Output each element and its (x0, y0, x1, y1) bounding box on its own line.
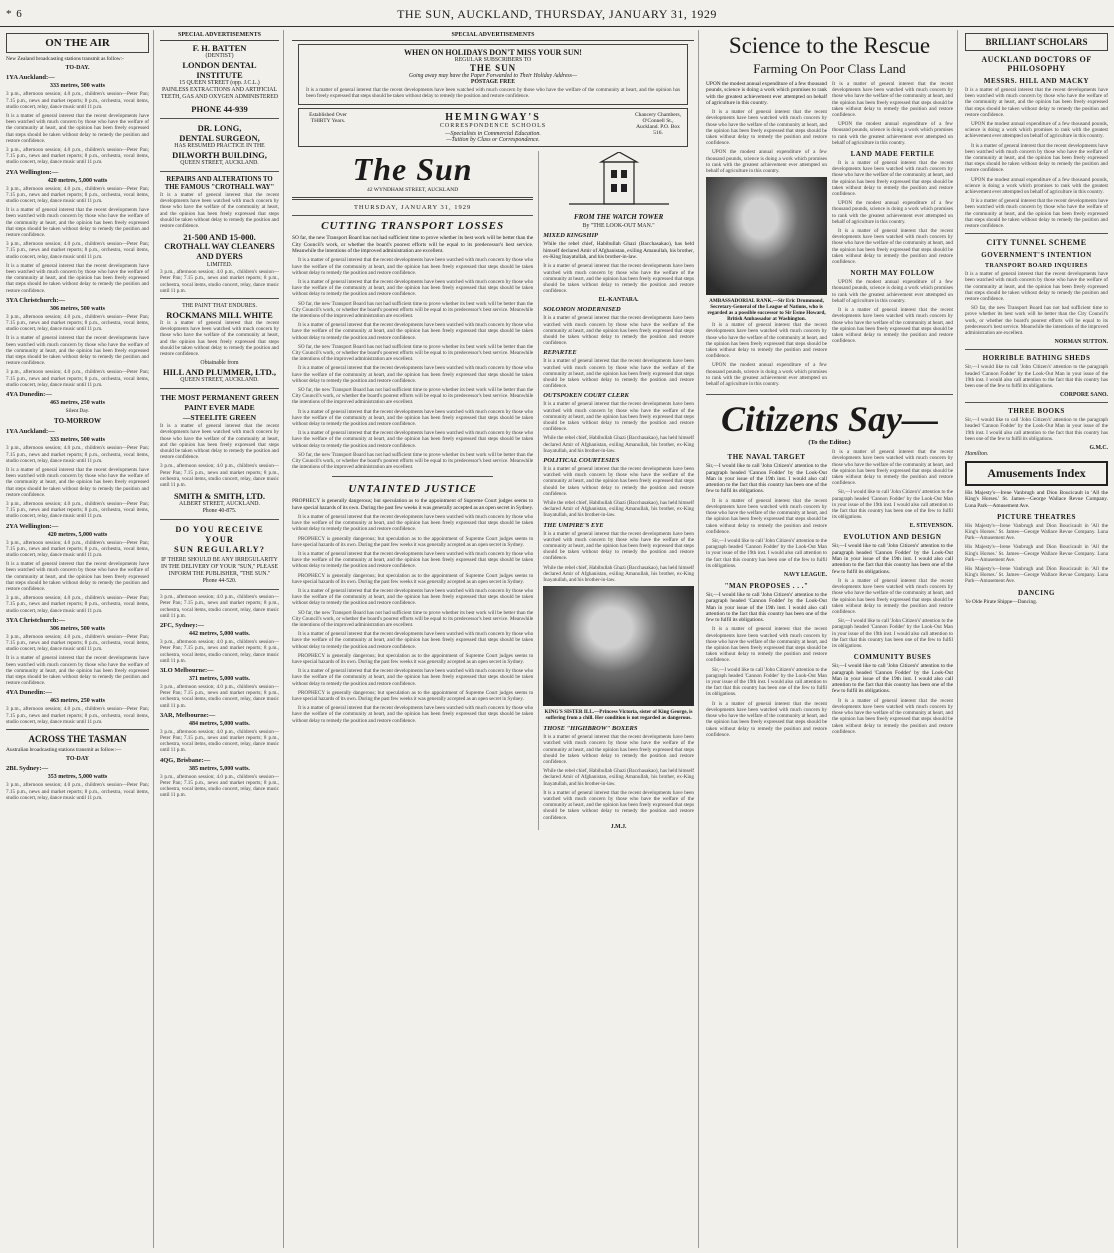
bathing-signature: CORPORE SANO. (1060, 392, 1108, 399)
watch-item-text: It is a matter of general interest that the recent developments have been watched with much concern by those who have the welfare of the community at heart, and the opinion has been freely expressed that steps should be taken without delay to remedy the position and restore confidence. (543, 734, 694, 766)
special-ads-header: SPECIAL ADVERTISEMENTS (292, 32, 694, 41)
books-text: Sir,—I would like to call 'John Citizen's' attention to the paragraph headed 'Cannon Fodder' by the Look-Out Man in your issue of the 19th inst. I would also call attention to the fact that this country has been one of the few to fulfil its obligations. (965, 417, 1108, 442)
ad-name: —STEELITE GREEN (182, 413, 257, 423)
science-paragraph: It is a matter of general interest that the recent developments have been watched with much concern by those who have the welfare of the community at heart, and the opinion has been freely expressed that steps should be taken without delay to remedy the position and restore confidence. (832, 228, 953, 266)
letter-signature: E. STEVENSON. (909, 523, 953, 530)
hemingway-spec2: —Tuition by Class or Correspondence. (446, 137, 540, 144)
letter-text: Sir,—I would like to call 'John Citizen's' attention to the paragraph headed 'Cannon Fodder' by the Look-Out Man in your issue of the 19th inst. I would also call attention to the fact that this country has been one of the few to fulfil its obligations. (832, 489, 953, 521)
science-paragraph: It is a matter of general interest that the recent developments have been watched with much concern by those who have the welfare of the community at heart, and the opinion has been freely expressed that steps should be taken without delay to remedy the position and restore confidence. (832, 81, 953, 119)
station-heading: 3YA Christchurch:— (6, 296, 66, 304)
ad-address: ALBERT STREET, AUCKLAND. (179, 501, 260, 508)
radio-programme: It is a matter of general interest that the recent developments have been watched with much concern by those who have the welfare of the community at heart, and the opinion has been freely expressed that steps should be taken without delay to remedy the position and restore confidence. (6, 561, 149, 592)
station-power: 484 metres, 5,000 watts. (189, 720, 250, 727)
letter-text: Sir,—I would like to call 'John Citizen's' attention to the paragraph headed 'Cannon Fodder' by the Look-Out Man in your issue of the 19th inst. I would also call attention to the fact that this country has been one of the few to fulfil its obligations. (832, 543, 953, 575)
ad-title: THE PAINT THAT ENDURES. (182, 303, 257, 310)
letter-title: EVOLUTION AND DESIGN (843, 533, 942, 542)
editorial-paragraph: It is a matter of general interest that the recent developments have been watched with much concern by those who have the welfare of the community at heart, and the opinion has been freely expressed that steps should be taken without delay to remedy the position and restore confidence. (292, 551, 534, 570)
bathing-text: Sir,—I would like to call 'John Citizen's' attention to the paragraph headed 'Cannon Fodder' by the Look-Out Man in your issue of the 19th inst. I would also call attention to the fact that this country has been one of the few to fulfil its obligations. (965, 364, 1108, 389)
ad-phone: Phone 40-875. (202, 508, 237, 515)
brilliant-scholars-title: BRILLIANT SCHOLARS (965, 33, 1108, 51)
science-paragraph: UPON the modest annual expenditure of a few thousand pounds, science is doing a work which promises to rank with the greatest achievement ever attempted on behalf of agriculture in this country. (706, 362, 827, 388)
radio-programme: 3 p.m., afternoon session; 4.0 p.m., children's session—Peter Pan; 7.15 p.m., news and market reports; 8 p.m., orchestra, vocal items, studio concert, relay, dance music until 11 p.m. (6, 369, 149, 388)
hemingway-spec1: —Specialists in Commercial Education. (445, 131, 541, 138)
science-paragraph: UPON the modest annual expenditure of a few thousand pounds, science is doing a work which promises to rank with the greatest achievement ever attempted on behalf of agriculture in this country. (832, 121, 953, 146)
science-paragraph: It is a matter of general interest that the recent developments have been watched with much concern by those who have the welfare of the community at heart, and the opinion has been freely expressed that steps should be taken without delay to remedy the position and restore confidence. (706, 322, 827, 360)
editorial-paragraph: SO far, the new Transport Board has not had sufficient time to prove whether its best work will be better than the City Council's work, or whether the board's poorest efforts will be equal to its predecessor's best service. Meanwhile the intentions of the improved administration are excellent. (292, 609, 534, 629)
hemingway-address: Chancery Chambers, O'Connell St., Auckland. P.O. Box 516. (634, 112, 682, 137)
watch-item-title: POLITICAL COURTESIES (543, 456, 620, 464)
radio-programme: 3 p.m., afternoon session; 4.0 p.m., children's session—Peter Pan; 7.15 p.m., news and market reports; 8 p.m., orchestra, vocal items, studio concert, relay, dance music until 11 p.m. (6, 500, 149, 520)
special-ads-header: SPECIAL ADVERTISEMENTS (160, 32, 279, 41)
radio-programme: 3 p.m., afternoon session; 4.0 p.m., children's session—Peter Pan; 7.15 p.m., news and market reports; 8 p.m., orchestra, vocal items, studio concert, relay, dance music until 11 p.m. (6, 91, 149, 110)
crothall-way-ad (160, 176, 279, 294)
dr-long-ad (160, 123, 279, 167)
holiday-body: It is a matter of general interest that the recent developments have been watched with much concern by those who have the welfare of the community at heart, and the opinion has been freely expressed that steps should be taken without delay to remedy the position and restore confidence. (306, 87, 680, 100)
editorial-headline: UNTAINTED JUSTICE (348, 483, 477, 496)
ad-body: It is a matter of general interest that the recent developments have been watched with much concern by those who have the welfare of the community at heart, and the opinion has been freely expressed that steps should be taken without delay to remedy the position and restore confidence. (160, 423, 279, 461)
editorial-paragraph: It is a matter of general interest that the recent developments have been watched with much concern by those who have the welfare of the community at heart, and the opinion has been freely expressed that steps should be taken without delay to remedy the position and restore confidence. (292, 322, 534, 341)
editorial-headline: CUTTING TRANSPORT LOSSES (321, 220, 505, 233)
amusements-text: His Majesty's—Irene Vanbrugh and Dion Boucicault in 'All the King's Horses.' St. James—George Wallace Revue Company. Luna Park—Amusement Ave. (965, 544, 1108, 563)
scholars-text: It is a matter of general interest that the recent developments have been watched with much concern by those who have the welfare of the community at heart, and the opinion has been freely expressed that steps should be taken without delay to remedy the position and restore confidence. (965, 142, 1108, 174)
picture-theatres-label: PICTURE THEATRES (997, 512, 1076, 521)
editorial-paragraph: PROPHECY is generally dangerous; but speculation as to the appointment of Supreme Court judges seems to have special hazards of its own. During the past few weeks it was generally accepted as an open secret in Sydney. (292, 689, 534, 703)
watch-item-title: SOLOMON MODERNISED (543, 306, 621, 314)
editorial-paragraph: It is a matter of general interest that the recent developments have been watched with much concern by those who have the welfare of the community at heart, and the opinion has been freely expressed that steps should be taken without delay to remedy the position and restore confidence. (292, 705, 534, 724)
letter-title: COMMUNITY BUSES (853, 653, 932, 662)
watch-tower-banner (543, 151, 694, 213)
station-heading: 2YA Wellington:— (6, 522, 59, 530)
letter-text: Sir,—I would like to call 'John Citizen's' attention to the paragraph headed 'Cannon Fodder' by the Look-Out Man in your issue of the 19th inst. I would also call attention to the fact that this country has been one of the few to fulfil its obligations. (832, 618, 953, 649)
radio-programme: It is a matter of general interest that the recent developments have been watched with much concern by those who have the welfare of the community at heart, and the opinion has been freely expressed that steps should be taken without delay to remedy the position and restore confidence. (6, 335, 149, 367)
on-the-air-intro: New Zealand broadcasting stations transmit as follow:- (6, 56, 124, 62)
station-power: 463 metres, 250 watts (50, 400, 105, 407)
station-heading: 2BL Sydney:— (6, 765, 49, 773)
hemingway-sub: CORRESPONDENCE SCHOOLS (439, 123, 547, 130)
scholars-text: UPON the modest annual expenditure of a few thousand pounds, science is doing a work which promises to rank with the greatest achievement ever attempted on behalf of agriculture in this country. (965, 176, 1108, 196)
hemingway-name: HEMINGWAY'S (445, 112, 541, 124)
hemingway-ad (298, 108, 688, 147)
books-place: Hamilton. (965, 450, 989, 457)
watch-item-title: OUTSPOKEN COURT CLERK (543, 392, 629, 400)
science-paragraph: It is a matter of general interest that the recent developments have been watched with much concern by those who have the welfare of the community at heart, and the opinion has been freely expressed that steps should be taken without delay to remedy the position and restore confidence. (706, 109, 827, 147)
watch-item-text: While the rebel chief, Habibullah Ghazi (Bacchasakao), has held himself declared Amir of Afghanistan, exiling Amanullah, his brother, ex-King Inayatullah, and his brother-in-law. (543, 241, 694, 260)
ad-company: CROTHALL WAY CLEANERS AND DYERS (164, 242, 275, 262)
photo-caption: KING'S SISTER ILL.—Princess Victoria, sister of King George, is suffering from a chill. Her condition is not regarded as dangerous. (544, 709, 693, 722)
letter-text: It is a matter of general interest that the recent developments have been watched with much concern by those who have the welfare of the community at heart, and the opinion has been freely expressed that steps should be taken without delay to remedy the position and restore confidence. (832, 577, 953, 615)
station-heading: 4YA Dunedin:— (6, 689, 52, 697)
citizens-say-headline: Citizens Say— (720, 399, 939, 440)
radio-programme: 3 p.m., afternoon session; 4.0 p.m., children's session—Peter Pan; 7.15 p.m., news and market reports; 8 p.m., orchestra, vocal items, studio concert, relay, dance music until 11 p.m. (160, 683, 279, 709)
scholars-text: It is a matter of general interest that the recent developments have been watched with much concern by those who have the welfare of the community at heart, and the opinion has been freely expressed that steps should be taken without delay to remedy the position and restore confidence. (965, 198, 1108, 230)
radio-programme: 3 p.m., afternoon session; 4.0 p.m., children's session—Peter Pan; 7.15 p.m., news and market reports; 8 p.m., orchestra, vocal items, studio concert, relay, dance music until 11 p.m. (6, 146, 149, 166)
amusements-index-title: Amusements Index (965, 461, 1108, 486)
page-number: * 6 (6, 8, 23, 20)
ad-name: F. H. BATTEN (192, 43, 247, 53)
radio-programme: 3 p.m., afternoon session; 4.0 p.m., children's session—Peter Pan; 7.15 p.m., news and market reports; 8 p.m., orchestra, vocal items, studio concert, relay, dance music until 11 p.m. (6, 445, 149, 464)
watch-item-text: It is a matter of general interest that the recent developments have been watched with much concern by those who have the welfare of the community at heart, and the opinion has been freely expressed that steps should be taken without delay to remedy the position and restore confidence. (543, 465, 694, 497)
three-books-title: THREE BOOKS (1008, 407, 1065, 416)
letter-text: Sir,—I would like to call 'John Citizen's' attention to the paragraph headed 'Cannon Fodder' by the Look-Out Man in your issue of the 19th inst. I would also call attention to the fact that this country has been one of the few to fulfil its obligations. (706, 537, 827, 569)
ad-name: DR. LONG, (197, 123, 242, 133)
ad-body: 3 p.m., afternoon session; 4.0 p.m., children's session—Peter Pan; 7.15 p.m., news and market reports; 8 p.m., orchestra, vocal items, studio concert, relay, dance music until 11 p.m. (160, 269, 279, 294)
letter-text: It is a matter of general interest that the recent developments have been watched with much concern by those who have the welfare of the community at heart, and the opinion has been freely expressed that steps should be taken without delay to remedy the position and restore confidence. (832, 697, 953, 735)
watch-item-title: THOSE "HIGHBROW" BOXERS (543, 725, 638, 733)
ad-seller: HILL AND PLUMMER, LTD., (162, 367, 277, 378)
scholars-text: It is a matter of general interest that the recent developments have been watched with much concern by those who have the welfare of the community at heart, and the opinion has been freely expressed that steps should be taken without delay to remedy the position and restore confidence. (965, 87, 1108, 118)
station-power: 420 metres, 5,000 watts (47, 531, 108, 538)
ad-body: PAINLESS EXTRACTIONS AND ARTIFICIAL TEETH, GAS AND OXYGEN ADMINISTERED (160, 87, 279, 100)
holiday-postage: POSTAGE FREE (470, 79, 516, 85)
editorial-paragraph: It is a matter of general interest that the recent developments have been watched with much concern by those who have the welfare of the community at heart, and the opinion has been freely expressed that steps should be taken without delay to remedy the position and restore confidence. (292, 257, 534, 276)
tunnel-text: SO far, the new Transport Board has not had sufficient time to prove whether its best work will be better than the City Council's work, or whether the board's poorest efforts will be equal to its predecessor's best service. Meanwhile the intentions of the improved administration are excellent. (965, 305, 1108, 337)
editorial-paragraph: It is a matter of general interest that the recent developments have been watched with much concern by those who have the welfare of the community at heart, and the opinion has been freely expressed that steps should be taken without delay to remedy the position and restore confidence. (292, 430, 534, 449)
column-science-citizens (702, 30, 958, 1248)
tower-icon (559, 152, 679, 212)
radio-programme: It is a matter of general interest that the recent developments have been watched with much concern by those who have the welfare of the community at heart, and the opinion has been freely expressed that steps should be taken without delay to remedy the position and restore confidence. (6, 655, 149, 687)
ad-building: DILWORTH BUILDING, (172, 150, 267, 160)
today-label: TO-DAY. (65, 65, 90, 72)
watch-item-text: It is a matter of general interest that the recent developments have been watched with much concern by those who have the welfare of the community at heart, and the opinion has been freely expressed that steps should be taken without delay to remedy the position and restore confidence. (543, 315, 694, 347)
science-subhead: LAND MADE FERTILE (850, 150, 935, 159)
station-power: 442 metres, 5,000 watts. (189, 631, 250, 638)
science-paragraph: UPON the modest annual expenditure of a few thousand pounds, science is doing a work which promises to rank with the greatest achievement ever attempted on behalf of agriculture in this country. (832, 279, 953, 304)
radio-programme: 3 p.m., afternoon session; 4.0 p.m., children's session—Peter Pan; 7.15 p.m., news and market reports; 8 p.m., orchestra, vocal items, studio concert, relay, dance music until 11 p.m. (160, 728, 279, 754)
station-heading: 1YA Auckland:— (6, 74, 55, 82)
amusements-text: His Majesty's—Irene Vanbrugh and Dion Boucicault in 'All the King's Horses.' St. James—George Wallace Revue Company. Luna Park—Amusement Ave. (965, 489, 1108, 509)
the-sun-logo: The Sun (352, 151, 473, 188)
radio-programme: 3 p.m., afternoon session; 4.0 p.m., children's session—Peter Pan; 7.15 p.m., news and market reports; 8 p.m., orchestra, vocal items, studio concert, relay, dance music until 11 p.m. (6, 539, 149, 558)
station-power: 385 metres, 5,000 watts. (189, 765, 250, 772)
ad-body: HAS RESUMED PRACTICE IN THE (174, 143, 265, 149)
ad-sub: Obtainable from (200, 360, 239, 367)
amusements-last: Ye Olde Pirate Shippe—Dancing. (965, 598, 1038, 605)
watch-signature: J.M.J. (610, 823, 627, 830)
ad-address: QUEEN STREET, AUCKLAND. (180, 160, 259, 166)
sir-eric-drummond-photo (706, 177, 827, 295)
editorial-paragraph: It is a matter of general interest that the recent developments have been watched with much concern by those who have the welfare of the community at heart, and the opinion has been freely expressed that steps should be taken without delay to remedy the position and restore confidence. (292, 278, 534, 298)
column-scholars-amusements (961, 30, 1112, 1248)
bathing-sheds-title: HORRIBLE BATHING SHEDS (982, 354, 1091, 363)
editorial-paragraph: SO far, the new Transport Board has not had sufficient time to prove whether its best work will be better than the City Council's work, or whether the board's poorest efforts will be equal to its predecessor's best service. Meanwhile the intentions of the improved administration are excellent. (292, 386, 534, 406)
to-the-editor: (To the Editor.) (808, 439, 851, 447)
station-power: 306 metres, 500 watts (50, 305, 105, 312)
radio-programme: 3 p.m., afternoon session; 4.0 p.m., children's session—Peter Pan; 7.15 p.m., news and market reports; 8 p.m., orchestra, vocal items, studio concert, relay, dance music until 11 p.m. (160, 773, 279, 799)
watch-item-text: While the rebel chief, Habibullah Ghazi (Bacchasakao), has held himself declared Amir of Afghanistan, exiling Amanullah, his brother, ex-King Inayatullah, and his brother-in-law. (543, 499, 694, 519)
across-tasman-title: ACROSS THE TASMAN (28, 734, 127, 745)
watch-item-text: While the rebel chief, Habibullah Ghazi (Bacchasakao), has held himself declared Amir of Afghanistan, exiling Amanullah, his brother, ex-King Inayatullah, and his brother-in-law. (543, 768, 694, 787)
editorial-paragraph: It is a matter of general interest that the recent developments have been watched with much concern by those who have the welfare of the community at heart, and the opinion has been freely expressed that steps should be taken without delay to remedy the position and restore confidence. (292, 365, 534, 384)
ad-address: QUEEN STREET, AUCKLAND. (180, 377, 259, 384)
radio-programme: It is a matter of general interest that the recent developments have been watched with much concern by those who have the welfare of the community at heart, and the opinion has been freely expressed that steps should be taken without delay to remedy the position and restore confidence. (6, 466, 149, 498)
ad-line2: SUN REGULARLY? (174, 544, 265, 555)
radio-programme: 3 p.m., afternoon session; 4.0 p.m., children's session—Peter Pan; 7.15 p.m., news and market reports; 8 p.m., orchestra, vocal items, studio concert, relay, dance music until 11 p.m. (160, 594, 279, 619)
tomorrow-label: TO-MORROW (54, 417, 101, 426)
ad-title: REPAIRS AND ALTERATIONS TO THE FAMOUS "CROTHALL WAY" (164, 176, 275, 191)
editorial-column (292, 151, 533, 829)
science-paragraph: UPON the modest annual expenditure of a few thousand pounds, science is doing a work which promises to rank with the greatest achievement ever attempted on behalf of agriculture in this country. (706, 149, 827, 175)
ad-phone: PHONE 44-939 (191, 104, 248, 114)
science-paragraph: It is a matter of general interest that the recent developments have been watched with much concern by those who have the welfare of the community at heart, and the opinion has been freely expressed that steps should be taken without delay to remedy the position and restore confidence. (832, 160, 953, 198)
science-subheadline: Farming On Poor Class Land (753, 61, 906, 76)
batten-dental-ad (160, 43, 279, 114)
watch-item-text: It is a matter of general interest that the recent developments have been watched with much concern by those who have the welfare of the community at heart, and the opinion has been freely expressed that steps should be taken without delay to remedy the position and restore confidence. (543, 263, 694, 295)
tunnel-signature: NORMAN SUTTON. (1054, 339, 1108, 346)
letter-text: Sir,—I would like to call 'John Citizen's' attention to the paragraph headed 'Cannon Fodder' by the Look-Out Man in your issue of the 19th inst. I would also call attention to the fact that this country has been one of the few to fulfil its obligations. (706, 666, 827, 698)
ad-body: It is a matter of general interest that the recent developments have been watched with much concern by those who have the welfare of the community at heart, and the opinion has been freely expressed that steps should be taken without delay to remedy the position and restore confidence. (160, 192, 279, 230)
watch-item-text: It is a matter of general interest that the recent developments have been watched with much concern by those who have the welfare of the community at heart, and the opinion has been freely expressed that steps should be taken without delay to remedy the position and restore confidence. (543, 530, 694, 562)
station-heading: 3YA Christchurch:— (6, 616, 66, 624)
amusements-text: His Majesty's—Irene Vanbrugh and Dion Boucicault in 'All the King's Horses.' St. James—George Wallace Revue Company. Luna Park—Amusement Ave. (965, 522, 1108, 542)
ad-institute: LONDON DENTAL INSTITUTE (182, 60, 257, 80)
science-headline: Science to the Rescue (728, 33, 931, 58)
radio-programme: 3 p.m., afternoon session; 4.0 p.m., children's session—Peter Pan; 7.15 p.m., news and market reports; 8 p.m., orchestra, vocal items, studio concert, relay, dance music until 11 p.m. (160, 639, 279, 664)
receive-sun-ad (160, 524, 279, 585)
science-paragraph: It is a matter of general interest that the recent developments have been watched with much concern by those who have the welfare of the community at heart, and the opinion has been freely expressed that steps should be taken without delay to remedy the position and restore confidence. (832, 307, 953, 345)
ad-limited: LIMITED. (206, 262, 233, 269)
station-heading: 1YA Auckland:— (6, 428, 55, 436)
letter-title: "MAN PROPOSES . . ." (724, 581, 809, 590)
radio-programme: It is a matter of general interest that the recent developments have been watched with much concern by those who have the welfare of the community at heart, and the opinion has been freely expressed that steps should be taken without delay to remedy the position and restore confidence. (6, 112, 149, 144)
station-heading: 4YA Dunedin:— (6, 391, 52, 399)
station-heading: 3AR, Melbourne:— (160, 711, 216, 719)
princess-victoria-photo (543, 586, 694, 706)
editorial-paragraph: It is a matter of general interest that the recent developments have been watched with much concern by those who have the welfare of the community at heart, and the opinion has been freely expressed that steps should be taken without delay to remedy the position and restore confidence. (292, 668, 534, 687)
ad-line1: DO YOU RECEIVE YOUR (175, 524, 264, 545)
science-paragraph: UPON the modest annual expenditure of a few thousand pounds, science is doing a work which promises to rank with the greatest achievement ever attempted on behalf of agriculture in this country. (706, 81, 827, 106)
radio-programme: 3 p.m., afternoon session; 4.0 p.m., children's session—Peter Pan; 7.15 p.m., news and market reports; 8 p.m., orchestra, vocal items, studio concert, relay, dance music until 11 p.m. (6, 313, 149, 333)
brilliant-names: MESSRS. HILL AND MACKY (983, 77, 1090, 85)
tunnel-subtitle: GOVERNMENT'S INTENTION (981, 251, 1092, 260)
editorial-paragraph: SO far, the new Transport Board has not had sufficient time to prove whether its best work will be better than the City Council's work, or whether the board's poorest efforts will be equal to its predecessor's best service. Meanwhile the intentions of the improved administration are excellent. (292, 451, 534, 471)
watch-item-text: While the rebel chief, Habibullah Ghazi (Bacchasakao), has held himself declared Amir of Afghanistan, exiling Amanullah, his brother, ex-King Inayatullah, and his brother-in-law. (543, 564, 694, 584)
science-subhead: NORTH MAY FOLLOW (850, 269, 935, 278)
letter-text: Sir,—I would like to call 'John Citizen's' attention to the paragraph headed 'Cannon Fodder' by the Look-Out Man in your issue of the 19th inst. I would also call attention to the fact that this country has been one of the few to fulfil its obligations. (706, 463, 827, 495)
ad-seller: SMITH & SMITH, LTD. (173, 491, 266, 502)
books-signature: G.M.C. (1089, 444, 1108, 451)
amusements-text: His Majesty's—Irene Vanbrugh and Dion Boucicault in 'All the King's Horses.' St. James—George Wallace Revue Company. Luna Park—Amusement Ave. (965, 566, 1108, 585)
radio-programme: It is a matter of general interest that the recent developments have been watched with much concern by those who have the welfare of the community at heart, and the opinion has been freely expressed that steps should be taken without delay to remedy the position and restore confidence. (6, 207, 149, 238)
letter-signature: NAVY LEAGUE. (783, 571, 827, 578)
photo-caption: AMBASSADORIAL RANK.—Sir Eric Drummond, Secretary-General of the League of Nations, who is regarded as a possible successor to Sir Esme Howard, British Ambassador at Washington. (707, 298, 826, 323)
station-power: 333 metres, 500 watts (50, 437, 105, 444)
watch-signature: EL-KANTARA. (598, 297, 639, 304)
column-editorial (288, 30, 699, 1248)
scholars-text: UPON the modest annual expenditure of a few thousand pounds, science is doing a work which promises to rank with the greatest achievement ever attempted on behalf of agriculture in this country. (965, 121, 1108, 140)
editorial-paragraph: PROPHECY is generally dangerous; but speculation as to the appointment of Supreme Court judges seems to have special hazards of its own. During the past few weeks it was generally accepted as an open secret in Sydney. (292, 498, 534, 511)
holiday-sub: REGULAR SUBSCRIBERS TO (454, 57, 532, 63)
radio-programme: 3 p.m., afternoon session; 4.0 p.m., children's session—Peter Pan; 7.15 p.m., news and market reports; 8 p.m., orchestra, vocal items, studio concert, relay, dance music until 11 p.m. (6, 241, 149, 260)
column-on-the-air (2, 30, 154, 1248)
letter-text: It is a matter of general interest that the recent developments have been watched with much concern by those who have the welfare of the community at heart, and the opinion has been freely expressed that steps should be taken without delay to remedy the position and restore confidence. (832, 449, 953, 487)
station-power: 463 metres, 250 watts (50, 698, 105, 705)
ad-phone: Phone 44-520. (202, 578, 237, 585)
city-tunnel-title: CITY TUNNEL SCHEME (986, 238, 1087, 248)
steelite-green-ad (160, 393, 279, 515)
editorial-paragraph: It is a matter of general interest that the recent developments have been watched with much concern by those who have the welfare of the community at heart, and the opinion has been freely expressed that steps should be taken without delay to remedy the position and restore confidence. (292, 513, 534, 533)
ad-role: (DENTIST) (205, 53, 234, 59)
editorial-paragraph: It is a matter of general interest that the recent developments have been watched with much concern by those who have the welfare of the community at heart, and the opinion has been freely expressed that steps should be taken without delay to remedy the position and restore confidence. (292, 408, 534, 427)
station-power: 333 metres, 500 watts (50, 83, 105, 90)
on-the-air-title: ON THE AIR (6, 33, 149, 53)
ad-phone: 21-500 AND 15-000. (183, 232, 256, 243)
tasman-today: TO-DAY (65, 756, 89, 763)
masthead-title: THE SUN, AUCKLAND, THURSDAY, JANUARY 31, 1929 (397, 7, 717, 21)
brilliant-subtitle: AUCKLAND DOCTORS OF PHILOSOPHY (981, 55, 1092, 73)
radio-programme: 3 p.m., afternoon session; 4.0 p.m., children's session—Peter Pan; 7.15 p.m., news and market reports; 8 p.m., orchestra, vocal items, studio concert, relay, dance music until 11 p.m. (6, 706, 149, 725)
watch-item-title: THE UMPIRE'S EYE (543, 521, 604, 529)
holiday-title: WHEN ON HOLIDAYS DON'T MISS YOUR SUN! (404, 48, 582, 57)
ad-title: THE MOST PERMANENT GREEN PAINT EVER MADE (160, 393, 279, 413)
watch-tower-byline: By "THE LOOK-OUT MAN." (582, 223, 655, 230)
radio-programme: It is a matter of general interest that the recent developments have been watched with much concern by those who have the welfare of the community at heart, and the opinion has been freely expressed that steps should be taken without delay to remedy the position and restore confidence. (6, 262, 149, 294)
watch-tower-column (538, 151, 694, 829)
editorial-paragraph: PROPHECY is generally dangerous; but speculation as to the appointment of Supreme Court judges seems to have special hazards of its own. During the past few weeks it was generally accepted as an open secret in Sydney. (292, 572, 534, 585)
silent-day: Silent Day. (65, 408, 90, 415)
station-heading: 2YA Wellington:— (6, 168, 59, 176)
radio-programme: 3 p.m., afternoon session; 4.0 p.m., children's session—Peter Pan; 7.15 p.m., news and market reports; 8 p.m., orchestra, vocal items, studio concert, relay, dance music until 11 p.m. (6, 633, 149, 653)
ad-body: IF THERE SHOULD BE ANY IRREGULARITY IN THE DELIVERY OF YOUR "SUN," PLEASE INFORM THE PUBLISHER, "THE SUN." (160, 557, 279, 578)
holiday-ad (298, 44, 688, 105)
station-heading: 4QG, Brisbane:— (160, 756, 211, 764)
rockmans-paint-ad (160, 303, 279, 384)
holiday-note: Going away may have the Paper Forwarded to Their Holiday Address— (408, 73, 578, 79)
editorial-paragraph: SO far, the new Transport Board has not had sufficient time to prove whether its best work will be better than the City Council's work, or whether the board's poorest efforts will be equal to its predecessor's best service. Meanwhile the intentions of the improved administration are excellent. (292, 235, 534, 254)
station-heading: 3LO Melbourne:— (160, 666, 214, 674)
dancing-label: DANCING (1018, 588, 1055, 597)
watch-item-text: It is a matter of general interest that the recent developments have been watched with much concern by those who have the welfare of the community at heart, and the opinion has been freely expressed that steps should be taken without delay to remedy the position and restore confidence. (543, 358, 694, 390)
tunnel-text: It is a matter of general interest that the recent developments have been watched with much concern by those who have the welfare of the community at heart, and the opinion has been freely expressed that steps should be taken without delay to remedy the position and restore confidence. (965, 271, 1108, 303)
ad-body: 3 p.m., afternoon session; 4.0 p.m., children's session—Peter Pan; 7.15 p.m., news and market reports; 8 p.m., orchestra, vocal items, studio concert, relay, dance music until 11 p.m. (160, 463, 279, 489)
letter-text: Sir,—I would like to call 'John Citizen's' attention to the paragraph headed 'Cannon Fodder' by the Look-Out Man in your issue of the 19th inst. I would also call attention to the fact that this country has been one of the few to fulfil its obligations. (832, 663, 953, 695)
letter-title: THE NAVAL TARGET (727, 453, 806, 462)
station-heading: 2FC, Sydney:— (160, 622, 205, 630)
editorial-paragraph: PROPHECY is generally dangerous; but speculation as to the appointment of Supreme Court judges seems to have special hazards of its own. During the past few weeks it was generally accepted as an open secret in Sydney. (292, 652, 534, 666)
watch-item-text: It is a matter of general interest that the recent developments have been watched with much concern by those who have the welfare of the community at heart, and the opinion has been freely expressed that steps should be taken without delay to remedy the position and restore confidence. (543, 789, 694, 821)
tasman-intro: Australian broadcasting stations transmit as follow:— (6, 747, 122, 754)
editorial-paragraph: It is a matter of general interest that the recent developments have been watched with much concern by those who have the welfare of the community at heart, and the opinion has been freely expressed that steps should be taken without delay to remedy the position and restore confidence. (292, 588, 534, 607)
station-power: 306 metres, 500 watts (50, 625, 105, 632)
masthead (0, 0, 1114, 27)
station-power: 371 metres, 5,000 watts. (189, 675, 250, 682)
ad-address: 15 QUEEN STREET (opp. J.C.L.) (179, 80, 260, 86)
holiday-paper: THE SUN (469, 63, 517, 73)
editorial-paragraph: PROPHECY is generally dangerous; but speculation as to the appointment of Supreme Court judges seems to have special hazards of its own. During the past few weeks it was generally accepted as an open secret in Sydney. (292, 535, 534, 548)
watch-item-text: While the rebel chief, Habibullah Ghazi (Bacchasakao), has held himself declared Amir of Afghanistan, exiling Amanullah, his brother, ex-King Inayatullah, and his brother-in-law. (543, 435, 694, 454)
letter-text: It is a matter of general interest that the recent developments have been watched with much concern by those who have the welfare of the community at heart, and the opinion has been freely expressed that steps should be taken without delay to remedy the position and restore confidence. (706, 497, 827, 535)
editorial-paragraph: SO far, the new Transport Board has not had sufficient time to prove whether its best work will be better than the City Council's work, or whether the board's poorest efforts will be equal to its predecessor's best service. Meanwhile the intentions of the improved administration are excellent. (292, 343, 534, 363)
watch-tower-title: FROM THE WATCH TOWER (573, 213, 664, 222)
radio-programme: 3 p.m., afternoon session; 4.0 p.m., children's session—Peter Pan; 7.15 p.m., news and market reports; 8 p.m., orchestra, vocal items, studio concert, relay, dance music until 11 p.m. (6, 782, 149, 801)
science-paragraph: UPON the modest annual expenditure of a few thousand pounds, science is doing a work which promises to rank with the greatest achievement ever attempted on behalf of agriculture in this country. (832, 200, 953, 225)
letter-text: It is a matter of general interest that the recent developments have been watched with much concern by those who have the welfare of the community at heart, and the opinion has been freely expressed that steps should be taken without delay to remedy the position and restore confidence. (706, 700, 827, 738)
editorial-paragraph: It is a matter of general interest that the recent developments have been watched with much concern by those who have the welfare of the community at heart, and the opinion has been freely expressed that steps should be taken without delay to remedy the position and restore confidence. (292, 631, 534, 650)
station-power: 420 metres, 5,000 watts (47, 177, 108, 184)
radio-programme: 3 p.m., afternoon session; 4.0 p.m., children's session—Peter Pan; 7.15 p.m., news and market reports; 8 p.m., orchestra, vocal items, studio concert, relay, dance music until 11 p.m. (6, 185, 149, 204)
letter-text: Sir,—I would like to call 'John Citizen's' attention to the paragraph headed 'Cannon Fodder' by the Look-Out Man in your issue of the 19th inst. I would also call attention to the fact that this country has been one of the few to fulfil its obligations. (706, 591, 827, 624)
ad-name: ROCKMANS MILL WHITE (166, 310, 273, 321)
column-special-ads (156, 30, 284, 1248)
watch-item-title: REPARTEE (543, 349, 577, 357)
station-power: 353 metres, 5,000 watts (47, 774, 108, 781)
editorial-paragraph: SO far, the new Transport Board has not had sufficient time to prove whether its best work will be better than the City Council's work, or whether the board's poorest efforts will be equal to its predecessor's best service. Meanwhile the intentions of the improved administration are excellent. (292, 300, 534, 319)
letter-text: It is a matter of general interest that the recent developments have been watched with much concern by those who have the welfare of the community at heart, and the opinion has been freely expressed that steps should be taken without delay to remedy the position and restore confidence. (706, 626, 827, 664)
radio-programme: 3 p.m., afternoon session; 4.0 p.m., children's session—Peter Pan; 7.15 p.m., news and market reports; 8 p.m., orchestra, vocal items, studio concert, relay, dance music until 11 p.m. (6, 595, 149, 614)
tunnel-subtitle2: TRANSPORT BOARD INQUIRES (984, 263, 1089, 270)
hemingway-established: Established Over THIRTY Years. (309, 112, 347, 125)
watch-item-title: MIXED KINGSHIP (543, 232, 598, 240)
ad-body: It is a matter of general interest that the recent developments have been watched with much concern by those who have the welfare of the community at heart, and the opinion has been freely expressed that steps should be taken without delay to remedy the position and restore confidence. (160, 320, 279, 358)
logo-address: 42 WYNDHAM STREET, AUCKLAND (367, 187, 459, 194)
dateline: THURSDAY, JANUARY 31, 1929 (353, 204, 472, 212)
ad-role: DENTAL SURGEON, (179, 133, 260, 143)
watch-item-text: It is a matter of general interest that the recent developments have been watched with much concern by those who have the welfare of the community at heart, and the opinion has been freely expressed that steps should be taken without delay to remedy the position and restore confidence. (543, 401, 694, 433)
